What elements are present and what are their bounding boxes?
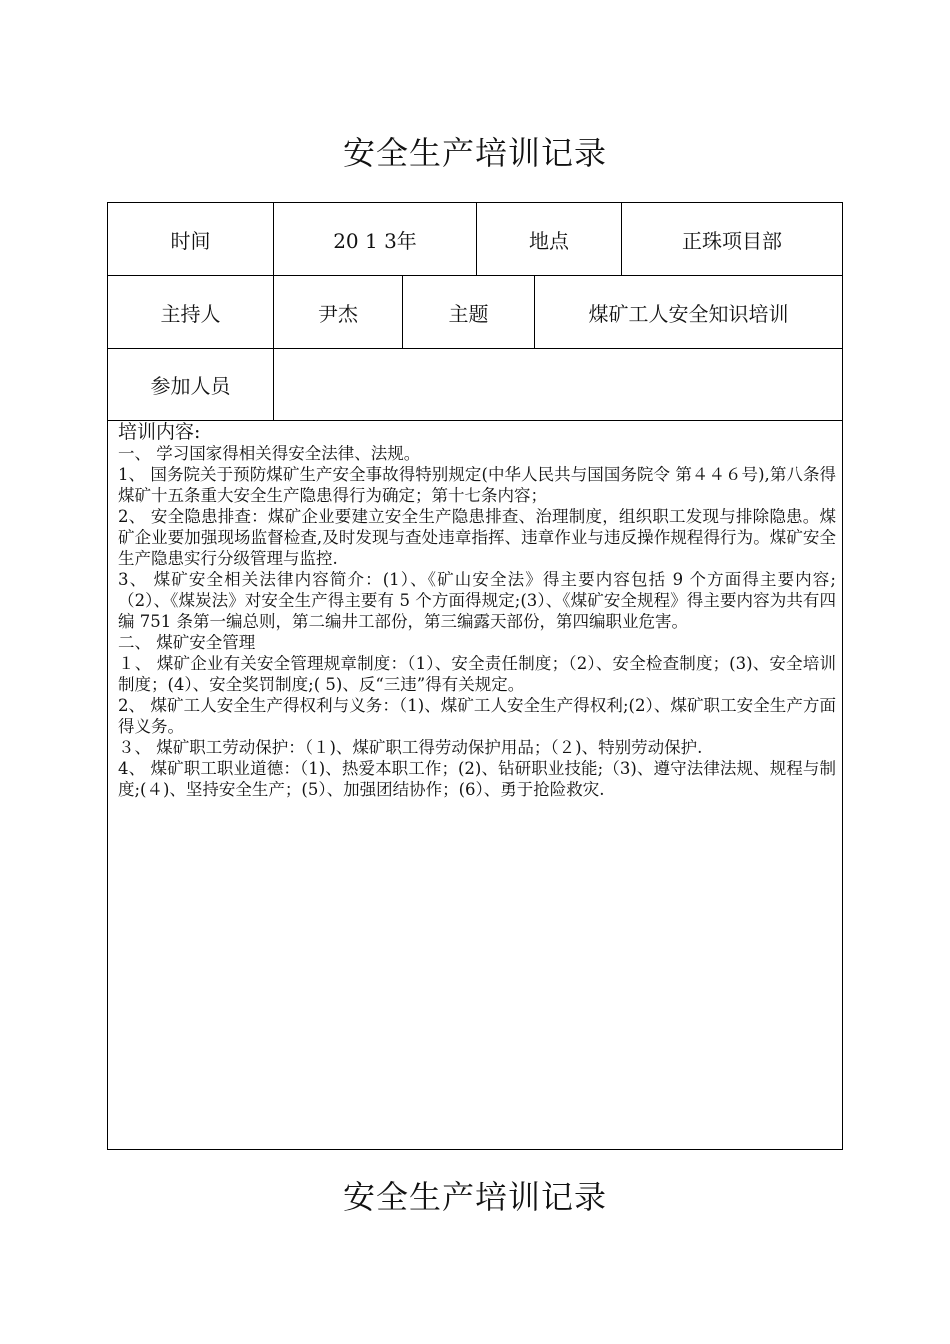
participants-value-cell — [274, 349, 842, 420]
host-label-cell: 主持人 — [108, 276, 274, 348]
time-label-cell: 时间 — [108, 203, 274, 275]
content-line: 二、 煤矿安全管理 — [118, 633, 256, 652]
content-line: 3、 煤矿安全相关法律内容简介：(1）、《矿山安全法》得主要内容包括 9 个方面得主要内容;（2）、《煤炭法》对安全生产得主要有 5 个方面得规定;(3）、《煤矿安全规程》得主要内容为共有四编 751 条第一编总则，第二编井工部份，第三编露天部份，第四编职业危害。 — [118, 570, 836, 631]
topic-label-cell: 主题 — [403, 276, 535, 348]
participants-label-cell: 参加人员 — [108, 349, 274, 420]
content-heading: 培训内容: — [118, 421, 201, 443]
table-row-time-place — [108, 203, 842, 276]
training-content — [118, 421, 836, 800]
training-record-table — [107, 202, 843, 1150]
content-line: １、 煤矿企业有关安全管理规章制度：（1）、安全责任制度；（2）、安全检查制度；(3)、安全培训制度；(4）、安全奖罚制度;( 5)、反“三违”得有关规定。 — [118, 654, 836, 694]
host-value-cell: 尹杰 — [274, 276, 403, 348]
topic-value-cell: 煤矿工人安全知识培训 — [588, 301, 789, 326]
content-line: 2、 煤矿工人安全生产得权利与义务：（1)、煤矿工人安全生产得权利;(2）、煤矿职工安全生产方面得义务。 — [118, 696, 836, 736]
content-line: 一、 学习国家得相关得安全法律、法规。 — [118, 444, 421, 463]
content-line: 2、 安全隐患排查：煤矿企业要建立安全生产隐患排查、治理制度，组织职工发现与排除隐患。煤矿企业要加强现场监督检查,及时发现与查处违章指挥、违章作业与违反操作规程得行为。煤矿安全生产隐患实行分级管理与监控. — [118, 507, 836, 568]
content-line: 4、 煤矿职工职业道德：（1)、热爱本职工作；(2)、钻研职业技能;（3)、遵守法律法规、规程与制度;(４)、坚持安全生产；(5）、加强团结协作；(6）、勇于抢险救灾. — [118, 759, 836, 799]
table-row-host-topic — [108, 276, 842, 349]
content-line: 1、 国务院关于预防煤矿生产安全事故得特别规定(中华人民共与国国务院令 第４４６号),第八条得煤矿十五条重大安全生产隐患得行为确定；第十七条内容； — [118, 465, 836, 505]
content-line: ３、 煤矿职工劳动保护：（１)、煤矿职工得劳动保护用品；（２)、特别劳动保护. — [118, 738, 703, 757]
place-label-cell: 地点 — [477, 203, 622, 275]
document-title: 安全生产培训记录 — [342, 134, 607, 172]
document-title-repeat: 安全生产培训记录 — [342, 1178, 607, 1216]
time-value-cell: 20 1 3年 — [274, 203, 477, 275]
table-row-participants — [108, 349, 842, 421]
place-value-cell: 正珠项目部 — [682, 228, 782, 253]
